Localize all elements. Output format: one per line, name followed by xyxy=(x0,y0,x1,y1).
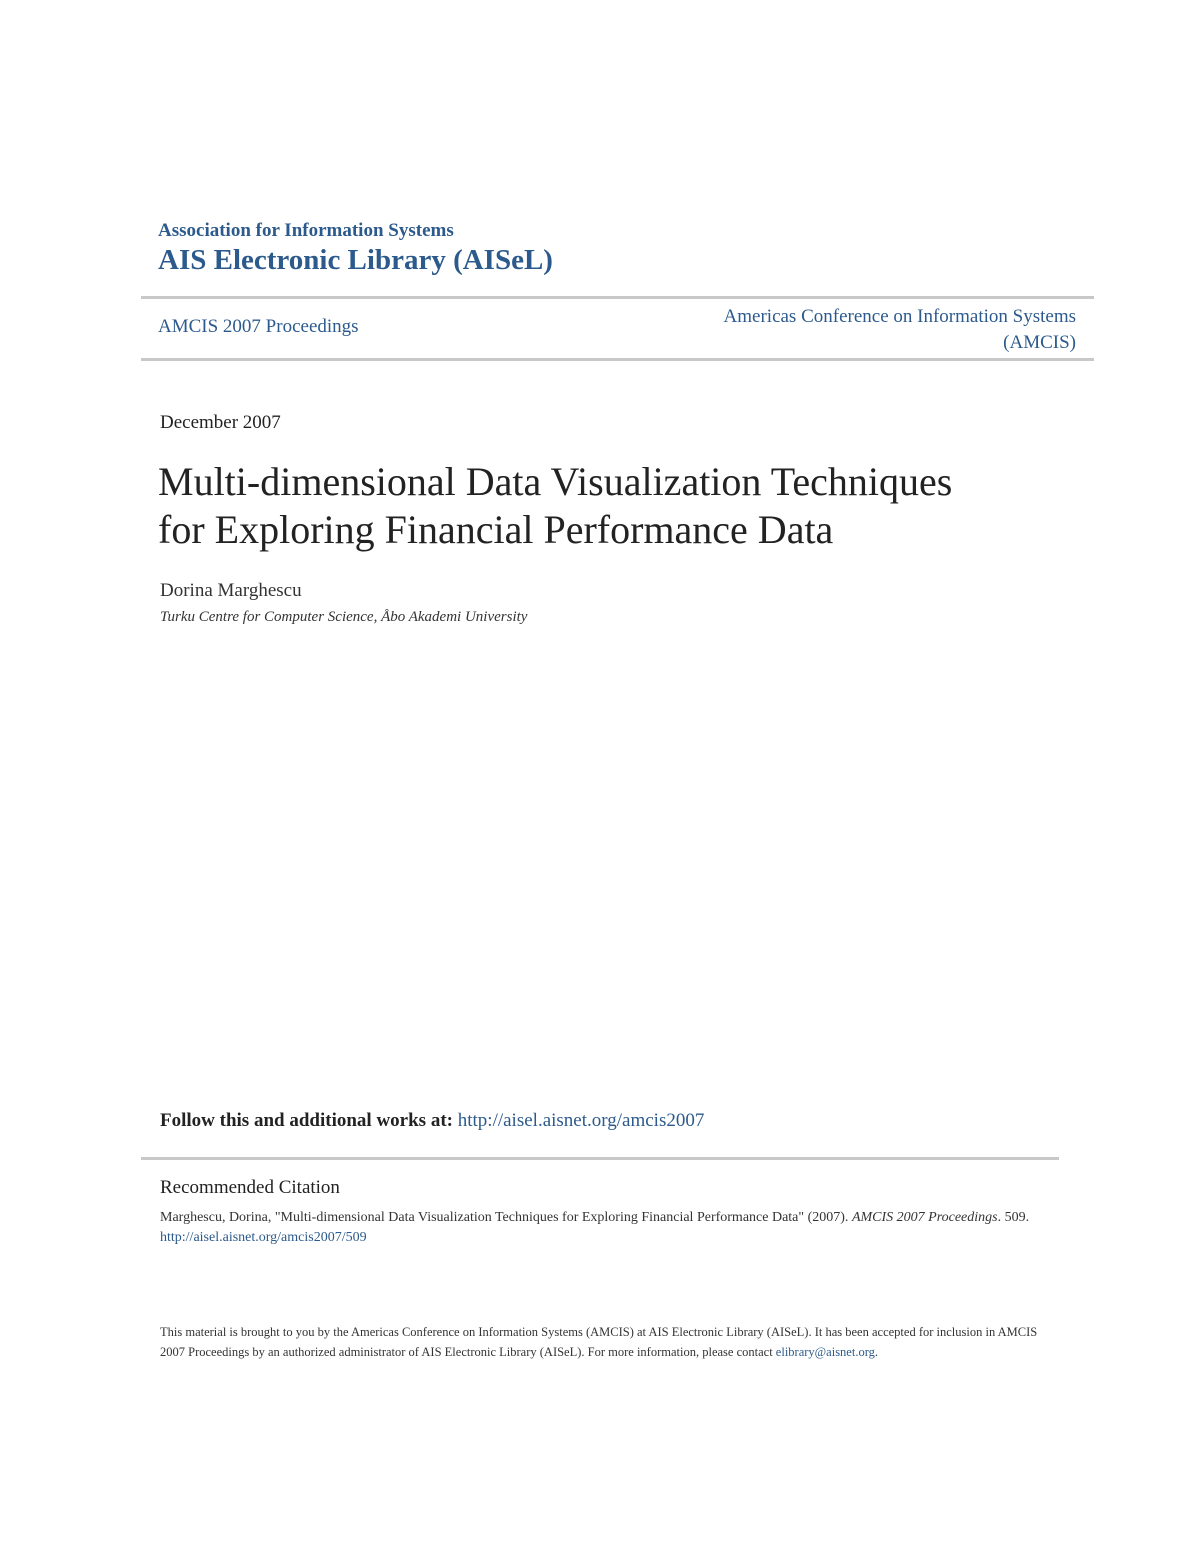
disclaimer xyxy=(160,1322,1040,1362)
org-name: Association for Information Systems xyxy=(158,220,454,241)
citation-text-part2: . 509. xyxy=(997,1210,1030,1225)
disclaimer-text: This material is brought to you by the Americas Conference on Information Systems (AMCIS) at AIS Electronic Library (AISeL). It has been accepted for inclusion in AMCIS 2007 Proceedings by an authorized administrator of AIS Electronic Library (AISeL). For more information, please contact xyxy=(160,1325,1038,1359)
citation-heading: Recommended Citation xyxy=(160,1177,340,1198)
citation-venue: AMCIS 2007 Proceedings xyxy=(851,1210,998,1225)
citation-text xyxy=(160,1208,1040,1248)
paper-title xyxy=(158,458,1058,554)
divider-top xyxy=(141,296,1094,299)
conference-link-line1: Americas Conference on Information Systems xyxy=(723,306,1076,327)
follow-link[interactable]: http://aisel.aisnet.org/amcis2007 xyxy=(457,1110,705,1131)
disclaimer-end: . xyxy=(874,1345,879,1359)
author-affiliation: Turku Centre for Computer Science, Åbo Akademi University xyxy=(160,609,528,625)
follow-line xyxy=(160,1110,704,1132)
follow-label: Follow this and additional works at: xyxy=(160,1110,453,1131)
conference-link-line2: (AMCIS) xyxy=(1003,332,1076,353)
conference-link[interactable] xyxy=(616,304,1076,356)
paper-title-line2: for Exploring Financial Performance Data xyxy=(158,507,834,552)
divider-middle xyxy=(141,358,1094,361)
publication-date: December 2007 xyxy=(160,412,281,433)
library-name[interactable]: AIS Electronic Library (AISeL) xyxy=(158,244,553,276)
divider-bottom xyxy=(141,1157,1059,1160)
author-name: Dorina Marghescu xyxy=(160,580,302,601)
citation-link[interactable]: http://aisel.aisnet.org/amcis2007/509 xyxy=(160,1230,367,1245)
paper-title-line1: Multi-dimensional Data Visualization Techniques xyxy=(158,459,953,504)
proceedings-link[interactable]: AMCIS 2007 Proceedings xyxy=(158,316,359,337)
contact-email-link[interactable]: elibrary@aisnet.org xyxy=(775,1345,875,1359)
citation-text-part1: Marghescu, Dorina, "Multi-dimensional Data Visualization Techniques for Exploring Financial Performance Data" (2007). xyxy=(160,1210,852,1225)
